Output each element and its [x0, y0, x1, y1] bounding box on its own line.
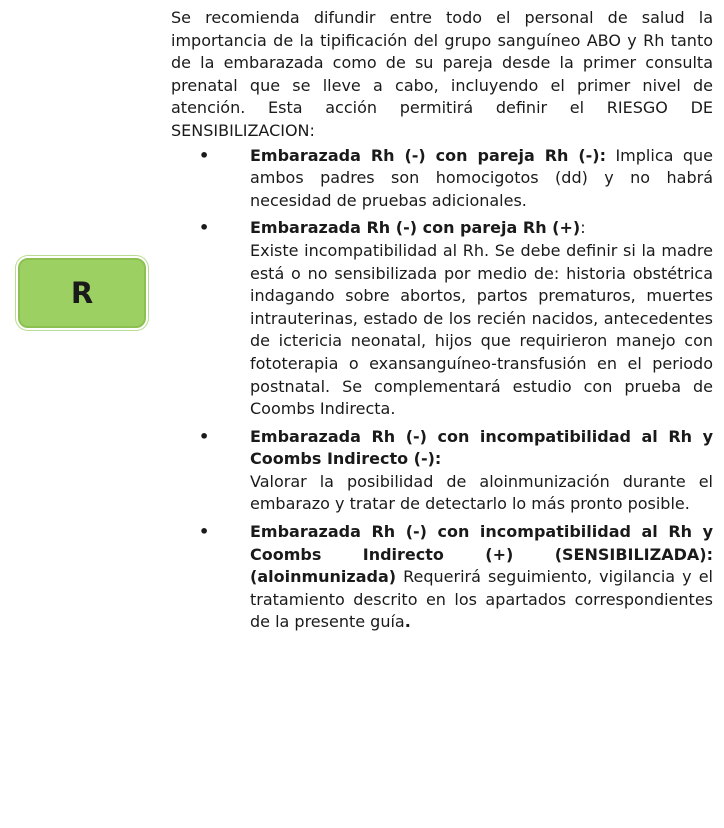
list-item [199, 217, 713, 420]
item-body: Existe incompatibilidad al Rh. Se debe definir si la madre está o no sensibilizada por medio de: historia obstétrica indagando sobre abortos, partos prematuros, muertes intrauterinas, estado de los recién nacidos, antecedentes de ictericia neonatal, hijos que requirieron manejo con fototerapia o exansanguíneo-transfusión en el periodo postnatal. Se complementará estudio con prueba de Coombs Indirecta. [250, 240, 713, 419]
bullet-icon: • [199, 426, 210, 446]
bullet-icon: • [199, 522, 210, 542]
item-title: Embarazada Rh (-) con incompatibilidad al Rh y Coombs Indirecto (-): [250, 426, 713, 469]
recommendation-text [171, 7, 713, 639]
list-item [199, 426, 713, 516]
bullet-icon: • [199, 218, 210, 238]
intro-paragraph: Se recomienda difundir entre todo el personal de salud la importancia de la tipificación del grupo sanguíneo ABO y Rh tanto de la embarazada como de su pareja desde la primer consulta prenatal que se lleve a cabo, incluyendo el primer nivel de atención. Esta acción permitirá definir el RIESGO DE SENSIBILIZACION: [171, 8, 713, 140]
recommendation-badge [18, 258, 146, 328]
risk-list [171, 145, 713, 634]
list-item [199, 145, 714, 213]
item-title-suffix: : [580, 218, 586, 238]
item-body: Implica que ambos padres son homocigotos (dd) y no habrá necesidad de pruebas adicionales. [250, 145, 714, 210]
item-title: Embarazada Rh (-) con pareja Rh (-): [250, 145, 607, 165]
item-title: Embarazada Rh (-) con pareja Rh (+) [250, 218, 581, 238]
item-end: . [404, 612, 411, 632]
bullet-icon: • [199, 145, 210, 165]
item-body: Valorar la posibilidad de aloinmunización durante el embarazo y tratar de detectarlo lo más pronto posible. [250, 471, 713, 514]
item-body: Requerirá seguimiento, vigilancia y el tratamiento descrito en los apartados correspondientes de la presente guía [250, 567, 713, 632]
list-item [199, 521, 713, 634]
badge-letter: R [70, 276, 94, 310]
item-title: Embarazada Rh (-) con incompatibilidad al Rh y Coombs Indirecto (+) (SENSIBILIZADA): (aloinmunizada) [250, 522, 713, 587]
